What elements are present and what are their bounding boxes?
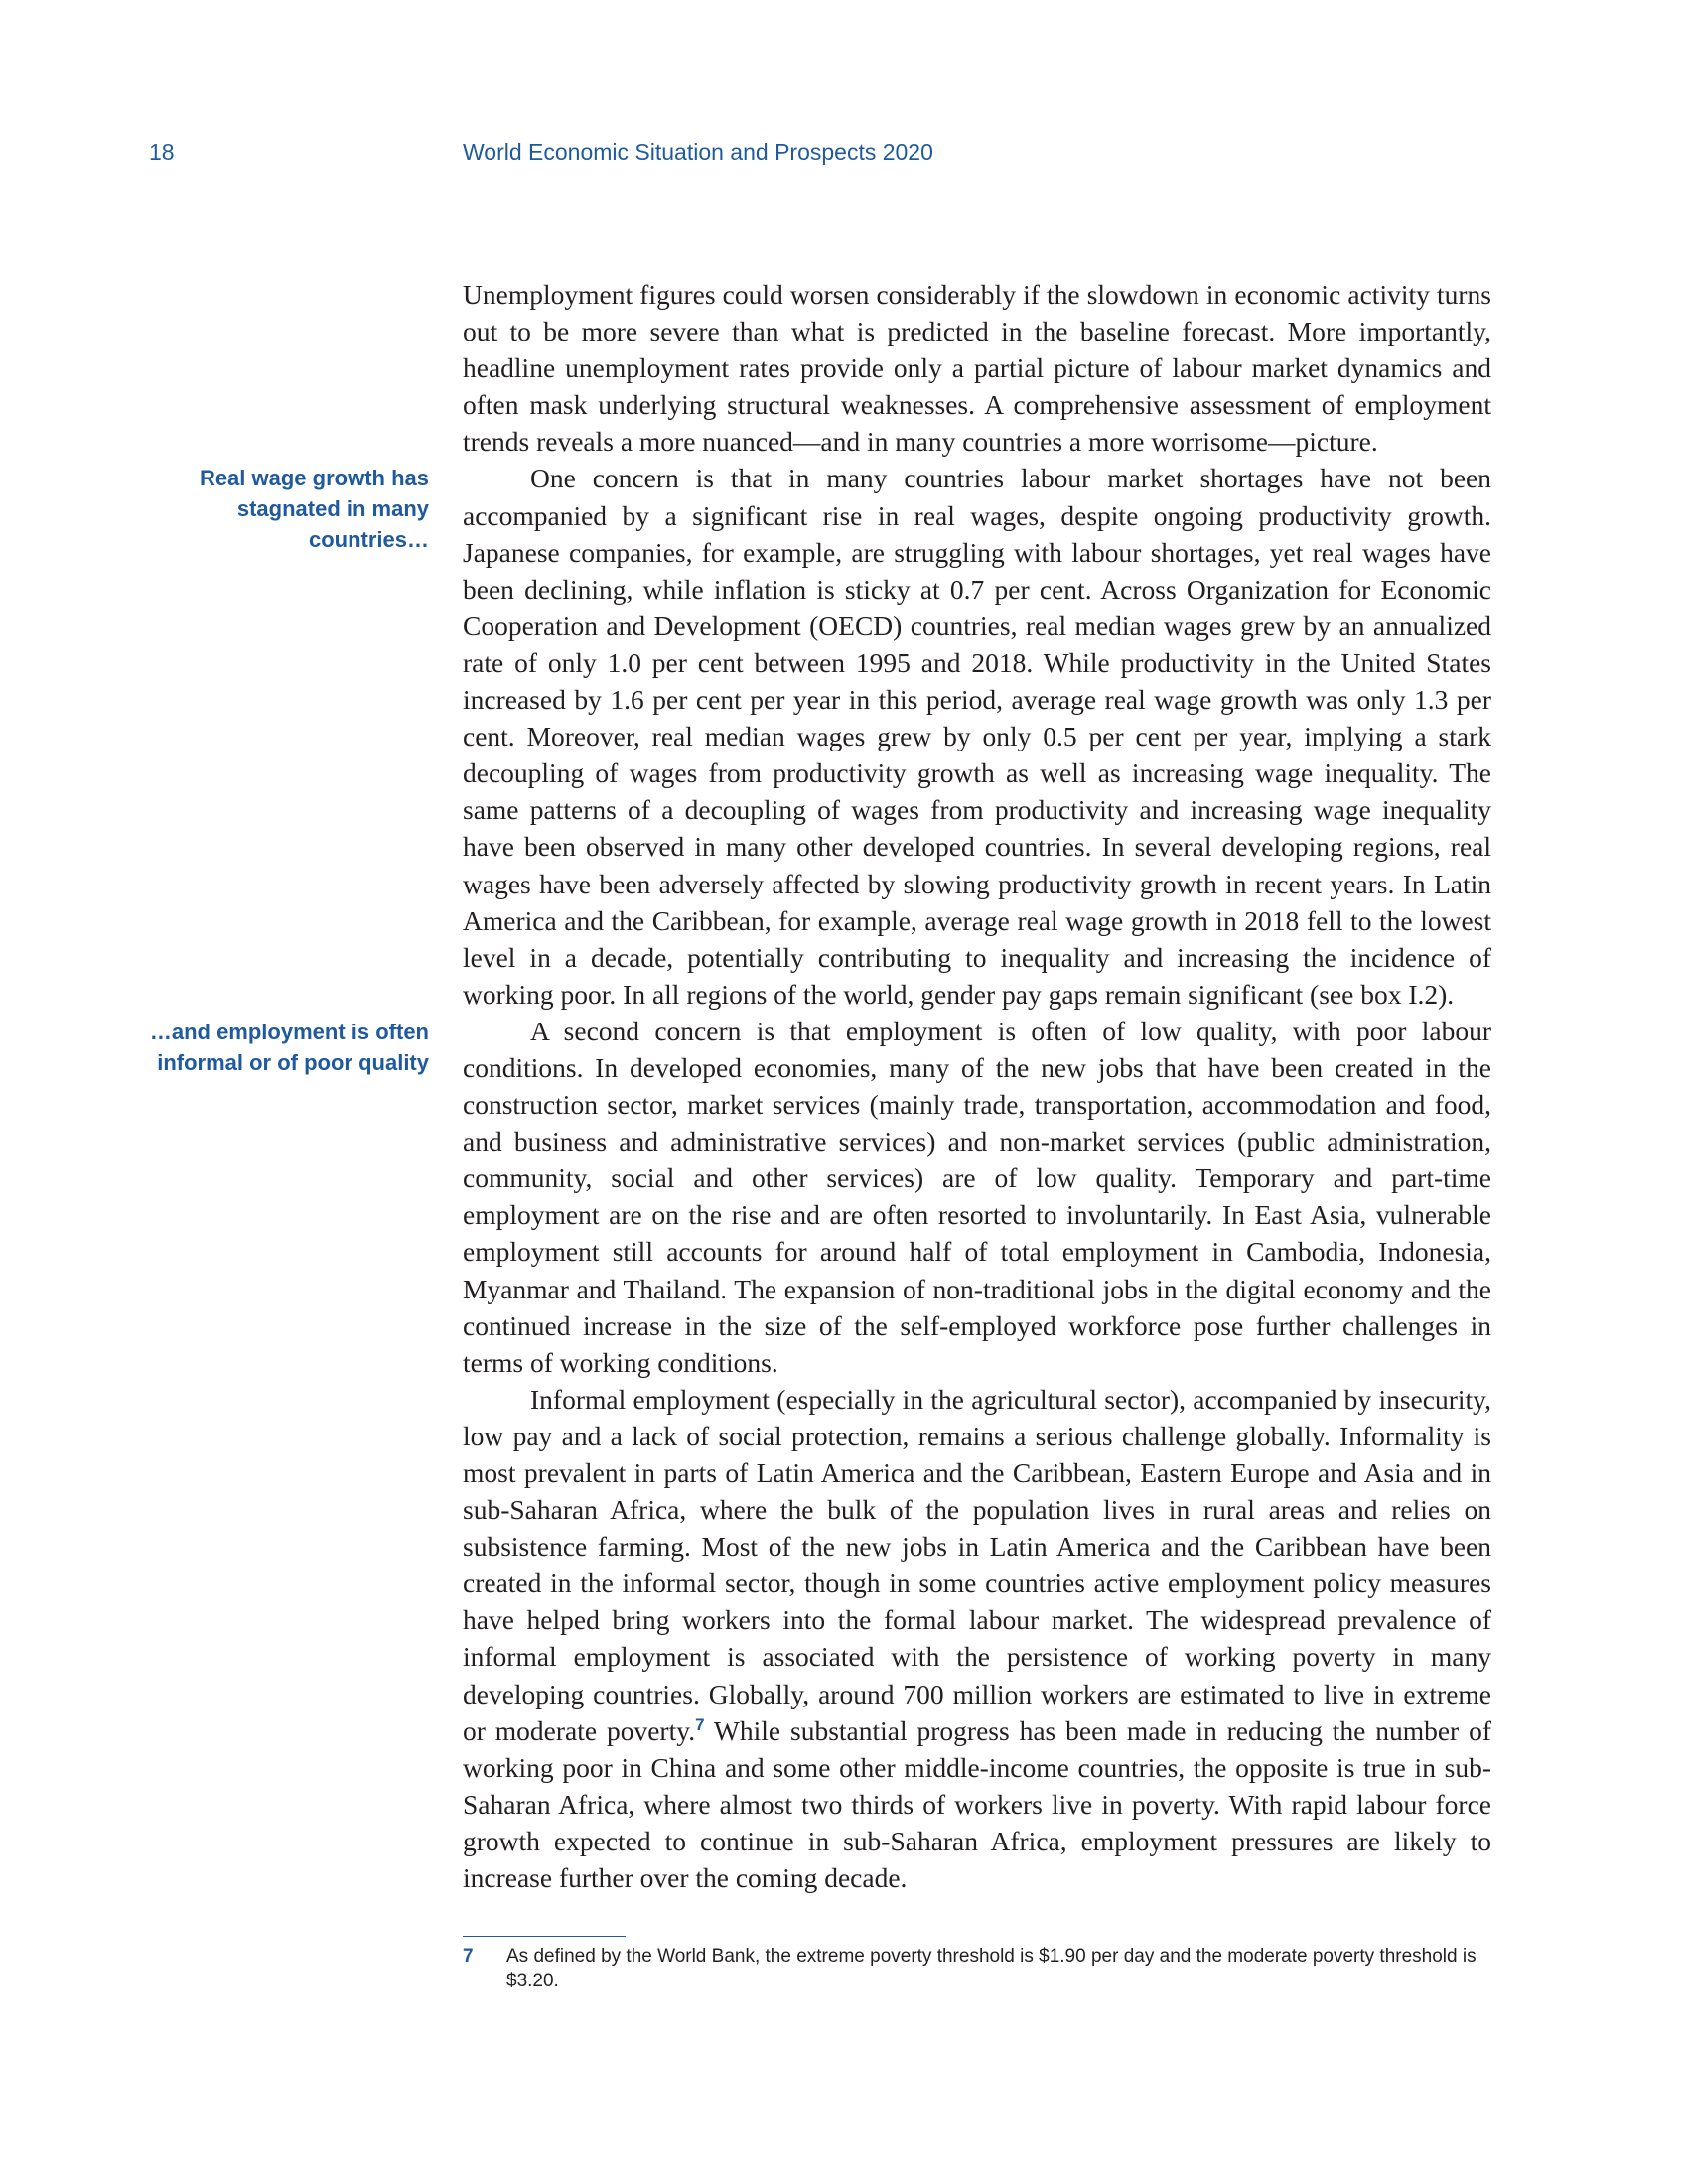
body-text [463, 276, 1491, 1896]
margin-note-real-wage: Real wage growth has stagnated in many countries… [199, 466, 429, 552]
margin-note-employment-quality: …and employment is often informal or of poor quality [149, 1020, 429, 1075]
paragraph-low-quality-employment: A second concern is that employment is often of low quality, with poor labour conditions. In developed economies, many of the new jobs that have been created in the construction sector, market services (mainly trade, transportation, accommodation and food, and business and administrative services) and non-market services (public administration, community, social and other services) are of low quality. Temporary and part-time employment are on the rise and are often resorted to involuntarily. In East Asia, vulnerable employment still accounts for around half of total employment in Cambodia, Indonesia, Myanmar and Thailand. The expansion of non-traditional jobs in the digital economy and the continued increase in the size of the self-employed workforce pose further challenges in terms of working conditions. [463, 1015, 1491, 1378]
paragraph-unemployment: Unemployment figures could worsen considerably if the slowdown in economic activity turns out to be more severe than what is predicted in the baseline forecast. More importantly, headline unemployment rates provide only a partial picture of labour market dynamics and often mask underlying structural weaknesses. A comprehensive assessment of employment trends reveals a more nuanced—and in many countries a more worrisome—picture. [463, 279, 1491, 458]
paragraph-text-before-ref: Informal employment (especially in the agricultural sector), accompanied by insecurity, low pay and a lack of social protection, remains a serious challenge globally. Informality is most prevalent in parts of Latin America and the Caribbean, Eastern Europe and Asia and in sub-Saharan Africa, where the bulk of the population lives in rural areas and relies on subsistence farming. Most of the new jobs in Latin America and the Caribbean have been created in the informal sector, though in some countries active employment policy measures have helped bring workers into the formal labour market. The widespread prevalence of informal employment is associated with the persistence of working poverty in many developing countries. Globally, around 700 million workers are estimated to live in extreme or moderate poverty. [463, 1383, 1491, 1746]
footnote-divider [463, 1936, 626, 1937]
page-header [149, 139, 1539, 179]
paragraph-real-wages: One concern is that in many countries labour market shortages have not been accompanied by a significant rise in real wages, despite ongoing productivity growth. Japanese companies, for example, are struggling with labour shortages, yet real wages have been declining, while inflation is sticky at 0.7 per cent. Across Organization for Economic Cooperation and Development (OECD) countries, real median wages grew by an annualized rate of only 1.0 per cent between 1995 and 2018. While productivity in the United States increased by 1.6 per cent per year in this period, average real wage growth was only 1.3 per cent. Moreover, real median wages grew by only 0.5 per cent per year, implying a stark decoupling of wages from productivity growth as well as increasing wage inequality. The same patterns of a decoupling of wages from productivity and increasing wage inequality have been observed in many other developed countries. In several developing regions, real wages have been adversely affected by slowing productivity growth in recent years. In Latin America and the Caribbean, for example, average real wage growth in 2018 fell to the lowest level in a decade, potentially contributing to inequality and increasing the incidence of working poor. In all regions of the world, gender pay gaps remain significant (see box I.2). [463, 463, 1491, 1010]
paragraph-text-after-ref: While substantial progress has been made in reducing the number of working poor in China and some other middle-income countries, the opposite is true in sub-Saharan Africa, where almost two thirds of workers live in poverty. With rapid labour force growth expected to continue in sub-Saharan Africa, employment pressures are likely to increase further over the coming decade. [463, 1714, 1491, 1894]
paragraph-informal-employment [463, 1381, 1491, 1896]
footnote-text: As defined by the World Bank, the extreme poverty threshold is $1.90 per day and the moderate poverty threshold is $3.20. [506, 1946, 1477, 1991]
page-number: 18 [149, 139, 175, 165]
footnote-number: 7 [463, 1946, 474, 1967]
footnote-reference[interactable]: 7 [695, 1714, 705, 1734]
running-title: World Economic Situation and Prospects 2020 [463, 139, 933, 165]
footnote [463, 1944, 1491, 1993]
